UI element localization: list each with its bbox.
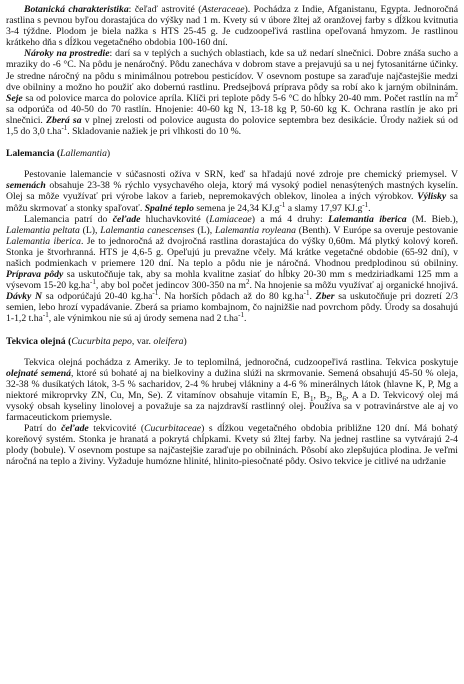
sowing-label: Seje [6, 92, 23, 104]
latin-species: Lalemantia iberica [328, 213, 407, 225]
emphasis-prep: Príprava pôdy [6, 269, 64, 281]
document-page [6, 4, 458, 680]
pumpkin-title-var: oleifera [153, 335, 184, 347]
superscript: -1 [152, 289, 159, 298]
text-run: . Na horších pôdach až do 80 kg.ha [158, 291, 304, 303]
harvest-label: Zberá sa [46, 114, 82, 126]
subscript: 6 [342, 394, 346, 403]
subscript: 2 [326, 394, 330, 403]
text-run: sa uskutočňuje pri dozretí 2/3 semien, lebo hrozí vypadávanie. Zberá sa priamo kombajnom, čo najnižšie nad povrchom pôdy. Úrody sa dosahujú 1-1,2 t.ha [6, 291, 458, 325]
text-run: , ale výnimkou nie sú aj úrody semena nad 2 t.ha [48, 313, 239, 325]
emphasis-family: čeľade [61, 423, 89, 435]
lalemancia-title-latin: Lallemantia [60, 148, 107, 160]
text-run: (Benth). V Európe sa overuje pestovanie [295, 224, 458, 236]
superscript: 2 [245, 277, 250, 286]
pumpkin-paragraph-1 [6, 357, 458, 424]
botany-text-a: : čeľaď astrovité ( [128, 4, 202, 15]
text-run: Lalemancia patrí do [24, 213, 113, 225]
text-run: sa môžu skrmovať a stonky spaľovať. [6, 191, 458, 214]
superscript: 2 [454, 90, 458, 99]
sowing-text-b: sa odporúča od 40-50 do 70 rastlín. Hnojenie: 40-60 kg N, 13-18 kg P, 50-60 kg K. Ochrana rastlín je ako pri slnečnici. [6, 103, 458, 126]
text-run: obsahuje 23-38 % rýchlo vysychavého oleja, ktorý má vysoký podiel nenasýtených mastných kyselín. Olej sa môže využívať pri výrobe lakov a farieb, nepremokavých oblekov, linolea a iných výrobkov. [6, 180, 458, 203]
growing-label: Nároky na prostredie [24, 48, 110, 60]
text-run: Pestovanie lalemancie v súčasnosti ožíva v SRN, keď sa hľadajú nové zdroje pre chemický priemysel. V [24, 169, 458, 181]
botany-label: Botanická charakteristika [24, 4, 129, 15]
text-run: . [368, 202, 371, 214]
text-run: , A a D. Tekvicový olej má vysoký obsah kyseliny linolovej a považuje sa za najzdravší rastlinný olej. Používa sa v potravinárstve ale aj vo farmaceutickom priemysle. [6, 389, 458, 424]
text-run: , ktoré sú bohaté aj na bielkoviny a dužina slúži na skrmovanie. Semená obsahujú 45-50 % oleja, 32-38 % dusíkatých látok, 3-5 % sacharidov, 2-4 % hrubej vlákniny a 4-6 % minerálnych látok (hlavne K, P, Mg a niektoré mikroprvky ZN, Cu, Mn, Se). Z vitamínov obsahuje vitamín E, B [6, 367, 458, 401]
text-run: , B [329, 389, 343, 401]
harvest-text: v plnej zrelosti od polovice augusta do polovice septembra bez desikácie. Úrody nažiek sú od 1,5 do 3,0 t.ha [6, 114, 458, 138]
growing-text: : darí sa v teplých a suchých oblastiach, kde sa už nedarí slnečnici. Dobre znáša sucho a mraziky do -6 °C. Na pôdu je nenáročný. Pôdu zanecháva v dobrom stave a prejavujú sa u nej fytosanitárne účinky. Je stredne náročný na pôdu s minimálnou potrebou pesticídov. V osevnom postupe sa zaraďuje najčastejšie medzi dve obilniny a možno ho použiť ako dobernú rastlinu. Predsejbová príprava pôdy sa robí ako k jarným obilninám. [6, 48, 458, 93]
lalemancia-title-a: Lalemancia ( [6, 148, 61, 160]
emphasis-heat: Spalné teplo [144, 202, 194, 214]
superscript: -1 [279, 200, 286, 209]
text-run: hluchavkovité ( [140, 213, 210, 225]
emphasis-harvest: Zber [315, 291, 335, 303]
text-run: , aby bol počet jedincov 300-350 na m [95, 280, 246, 292]
latin-species: Lalemantia peltata [6, 224, 80, 236]
text-run: . Je to jednoročná až dvojročná rastlina dorastajúca do výšky 0,60m. Má plytký kolový koreň. Stonka je štvorhranná. HTS je 4,6-5 g. Opeľujú ju prevažne včely. Má krátke vegetačné obdobie (65-92 dní), v našich podmienkach v priemere 120 dní. Na teplo a pôdu nie je náročná. Vhodnou predplodinou sú obilniny. [6, 235, 458, 269]
text-run: . Na hnojenie sa môžu využívať aj organické hnojivá. [249, 280, 458, 292]
pumpkin-title-c: ) [183, 335, 187, 347]
text-run: (L), [79, 224, 101, 236]
text-run: a slamy 17,97 KJ.g [285, 202, 363, 214]
growing-paragraph [6, 48, 458, 137]
emphasis-residue: Výlisky [417, 191, 447, 203]
emphasis-seeds: semenách [6, 180, 46, 192]
text-run: Tekvica olejná pochádza z Ameriky. Je to teplomilná, jednoročná, cudzoopeľivá rastlina. Tekvica poskytuje [24, 356, 458, 368]
botany-family: Asteraceae [201, 4, 245, 15]
pumpkin-title-b: , var. [131, 335, 154, 347]
text-run: , B [313, 389, 327, 401]
text-run: (M. Bieb.), [406, 213, 458, 225]
pumpkin-paragraph-2 [6, 423, 458, 467]
emphasis-dose: Dávky N [6, 291, 42, 303]
text-run: (L), [194, 224, 215, 236]
sowing-text: sa od polovice marca do polovice apríla. Klíči pri teplote pôdy 5-6 °C do hĺbky 20-40 mm. Počet rastlín na m [22, 92, 455, 104]
pumpkin-title-a: Tekvica olejná ( [6, 335, 72, 347]
lalemancia-heading [6, 148, 458, 159]
latin-species: Lalemantia iberica [6, 235, 81, 247]
text-run: ) a má 4 druhy: [251, 213, 329, 225]
superscript: -1 [42, 311, 49, 320]
emphasis-family: čeľade [112, 213, 141, 225]
lalemancia-title-b: ) [106, 148, 111, 160]
pumpkin-heading [6, 336, 458, 347]
latin-species: Lalemantia canescenses [100, 224, 195, 236]
superscript: -1 [61, 123, 68, 132]
latin-species: Lalemantia royleana [214, 224, 296, 236]
latin-family: Cucurbitaceae [144, 423, 202, 435]
text-run: sa uskutočňuje tak, aby sa mohla kvalitne zasiať do hĺbky 20-30 mm s medziriadkami 125 mm a výsevom 15-20 kg.ha [6, 269, 458, 292]
text-run: sa odporúčajú 20-40 kg.ha [42, 291, 153, 303]
latin-family: Lamiaceae [209, 213, 252, 225]
harvest-text-b: . Skladovanie nažiek je pri vlhkosti do 10 %. [67, 126, 242, 138]
botany-paragraph [6, 4, 458, 48]
text-run: ) s dĺžkou vegetačného obdobia približne 120 dní. Má bohatý koreňový systém. Stonka je hranatá a pokrytá chĺpkami. Kvety sú žltej farby. Na jednej rastline sa vytvárajú 2-4 plody (bobule). V osevnom postupe sa najčastejšie zaraďuje po obilninách. Pôsobí ako zlepšujúca plodina. Je veľmi náročná na teplo a živiny. Vyžaduje humózne hlinité, hlinito-piesočnaté pôdy. Osivo tekvice je citlivé na udržanie [6, 423, 458, 468]
lalemancia-paragraph-2 [6, 214, 458, 325]
superscript: -1 [238, 311, 244, 320]
superscript: -1 [303, 289, 310, 298]
text-run: . [243, 313, 247, 325]
emphasis-seeds: olejnaté semená [6, 367, 72, 379]
botany-text-b: ). Pochádza z Indie, Afganistanu, Egypta. Jednoročná rastlina s pevnou byľou dorastajúca do výšky nad 1 m. Kvety sú v úbore žltej až oranžovej farby s dĺžkou kvitnutia 3-4 týždne. Plodom je biela nažka s HTS 25-45 g. Je cudzoopeľivá rastlina opeľovaná hmyzom. Je rastlinou krátkeho dňa s dĺžkou vegetačného obdobia 100-160 dní. [6, 4, 458, 49]
superscript: -1 [362, 200, 369, 209]
text-run: Patrí do [24, 423, 62, 435]
text-run: semena je 24,34 KJ.g [193, 202, 280, 214]
lalemancia-paragraph-1 [6, 169, 458, 213]
text-run: tekvicovité ( [88, 423, 145, 435]
subscript: 1 [310, 394, 314, 403]
superscript: -1 [89, 277, 96, 286]
pumpkin-title-latin: Cucurbita pepo [71, 335, 132, 347]
text-run: . [309, 291, 316, 303]
